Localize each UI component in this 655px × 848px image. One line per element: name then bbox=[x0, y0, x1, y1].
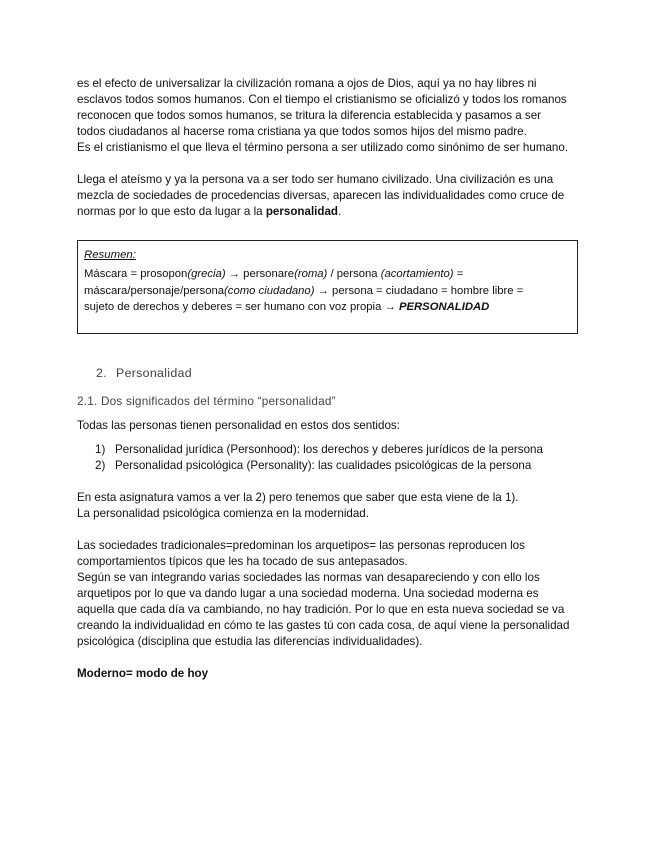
atheism-last-line bbox=[77, 204, 582, 220]
summary-box bbox=[77, 240, 578, 334]
section2-body bbox=[77, 418, 582, 682]
intro-line: esclavos todos somos humanos. Con el tiempo el cristianismo se oficializó y todos los romanos bbox=[77, 93, 567, 106]
s-text: → persona = ciudadano = hombre libre = bbox=[314, 284, 524, 297]
intro-line: reconocen que todos somos humanos, se tritura la diferencia establecida y pasamos a ser bbox=[77, 109, 542, 122]
list-item bbox=[95, 442, 582, 458]
s-text: máscara/personaje/persona bbox=[84, 284, 225, 297]
list-item bbox=[95, 458, 582, 474]
p2-line: psicológica (disciplina que estudia las diferencias individualidades). bbox=[77, 635, 423, 648]
s-text: = bbox=[453, 268, 464, 280]
s-italic: (grecia) bbox=[187, 268, 226, 280]
atheism-text: normas por lo que esto da lugar a la bbox=[77, 205, 266, 218]
summary-title: Resumen: bbox=[84, 249, 136, 261]
list-text: Personalidad jurídica (Personhood): los derechos y deberes jurídicos de la persona bbox=[115, 443, 543, 456]
s-italic: (acortamiento) bbox=[380, 268, 454, 280]
p2-line: comportamientos típicos que les ha tocado de sus antepasados. bbox=[77, 555, 408, 568]
intro-line: es el efecto de universalizar la civilización romana a ojos de Dios, aquí ya no hay libres ni bbox=[77, 77, 537, 90]
s-text: / persona bbox=[327, 268, 381, 280]
list-number: 2) bbox=[95, 459, 106, 472]
atheism-line: Llega el ateísmo y ya la persona va a ser todo ser humano civilizado. Una civilización es una bbox=[77, 173, 554, 186]
p2-line: creando la individualidad en cómo te las gastes tú con cada cosa, de aquí viene la personalidad bbox=[77, 619, 570, 632]
summary-line-1 bbox=[84, 266, 570, 283]
list-number: 1) bbox=[95, 443, 106, 456]
intro-line: todos ciudadanos al hacerse roma cristiana ya que todos somos hijos del mismo padre. bbox=[77, 125, 527, 138]
s-italic: (roma) bbox=[294, 268, 328, 280]
section2-intro: Todas las personas tienen personalidad en estos dos sentidos: bbox=[77, 419, 400, 432]
atheism-period: . bbox=[338, 205, 342, 218]
section-number: 2. bbox=[96, 366, 107, 380]
subsection-heading: 2.1. Dos significados del término “personalidad” bbox=[77, 394, 336, 408]
s-text: sujeto de derechos y deberes = ser humano con voz propia → bbox=[84, 301, 399, 313]
p2-line: Según se van integrando varias sociedades las normas van desapareciendo y con ello los bbox=[77, 571, 540, 584]
summary-line-2 bbox=[84, 283, 570, 300]
p1-line: En esta asignatura vamos a ver la 2) pero tenemos que saber que esta viene de la 1). bbox=[77, 491, 519, 504]
personalidad-emphasis: personalidad bbox=[265, 205, 338, 218]
s-text: Máscara = prosopon bbox=[84, 268, 188, 280]
list-text: Personalidad psicológica (Personality): las cualidades psicológicas de la persona bbox=[115, 459, 532, 472]
intro-text bbox=[77, 76, 582, 220]
s-text: → personare bbox=[225, 268, 295, 280]
p2-line: aquella que cada día va cambiando, no hay tradición. Por lo que en esta nueva sociedad se va bbox=[77, 603, 565, 616]
p2-line: arquetipos por lo que va dando lugar a una sociedad moderna. Una sociedad moderna es bbox=[77, 587, 539, 600]
p1-line: La personalidad psicológica comienza en la modernidad. bbox=[77, 507, 369, 520]
s-italic: (como ciudadano) bbox=[224, 284, 315, 297]
s-bold-italic: PERSONALIDAD bbox=[398, 301, 490, 313]
moderno-definition: Moderno= modo de hoy bbox=[77, 667, 209, 680]
meanings-list bbox=[77, 442, 582, 474]
intro-line: Es el cristianismo el que lleva el término persona a ser utilizado como sinónimo de ser humano. bbox=[77, 141, 569, 154]
section-heading bbox=[96, 366, 192, 380]
summary-line-3 bbox=[84, 299, 570, 316]
section-title: Personalidad bbox=[116, 366, 192, 380]
p2-line: Las sociedades tradicionales=predominan los arquetipos= las personas reproducen los bbox=[77, 539, 525, 552]
atheism-line: mezcla de sociedades de procedencias diversas, aparecen las individualidades como cruce de bbox=[77, 189, 565, 202]
